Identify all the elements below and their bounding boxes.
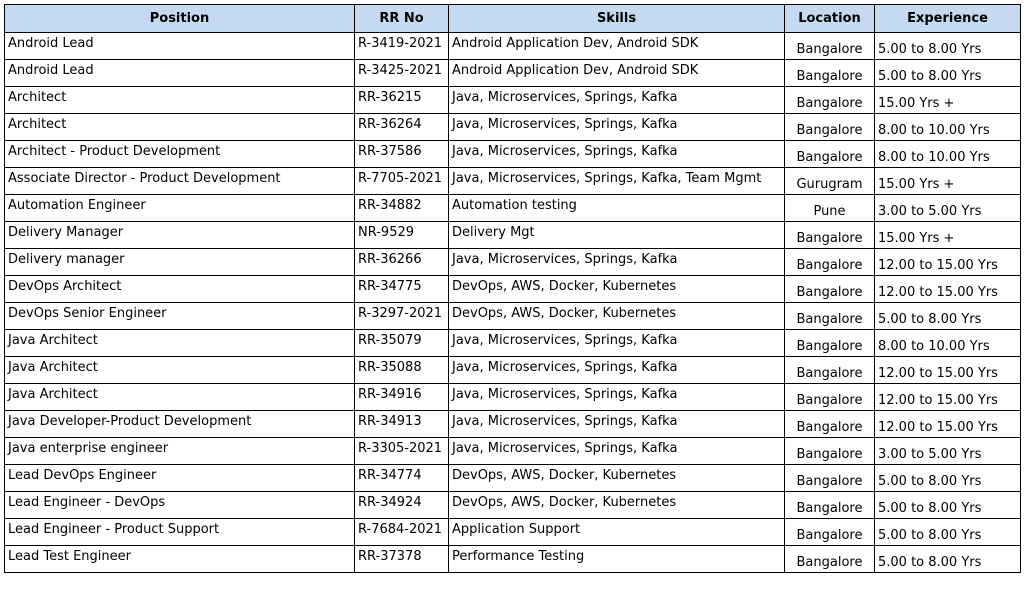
cell-skills: DevOps, AWS, Docker, Kubernetes [449,276,785,303]
table-row [5,60,1021,87]
cell-rr-no: RR-34916 [355,384,449,411]
cell-location: Pune [785,195,875,222]
cell-experience: 5.00 to 8.00 Yrs [875,60,1021,87]
cell-rr-no: RR-34913 [355,411,449,438]
cell-location: Bangalore [785,87,875,114]
cell-rr-no: RR-35079 [355,330,449,357]
table-row [5,222,1021,249]
table-row [5,114,1021,141]
cell-experience: 12.00 to 15.00 Yrs [875,357,1021,384]
cell-skills: Java, Microservices, Springs, Kafka [449,438,785,465]
table-row [5,195,1021,222]
table-row [5,276,1021,303]
cell-rr-no: R-3425-2021 [355,60,449,87]
cell-rr-no: RR-35088 [355,357,449,384]
cell-rr-no: RR-36266 [355,249,449,276]
cell-skills: DevOps, AWS, Docker, Kubernetes [449,303,785,330]
cell-position: Java Architect [5,330,355,357]
cell-rr-no: RR-37378 [355,546,449,573]
cell-location: Bangalore [785,33,875,60]
cell-rr-no: RR-34882 [355,195,449,222]
table-row [5,546,1021,573]
header-row [5,5,1021,33]
cell-rr-no: R-3305-2021 [355,438,449,465]
cell-experience: 5.00 to 8.00 Yrs [875,546,1021,573]
cell-rr-no: RR-36215 [355,87,449,114]
cell-experience: 8.00 to 10.00 Yrs [875,141,1021,168]
cell-position: Java Architect [5,357,355,384]
table-row [5,168,1021,195]
cell-position: Architect [5,87,355,114]
header-location: Location [785,5,875,33]
cell-location: Bangalore [785,357,875,384]
cell-location: Bangalore [785,411,875,438]
table-row [5,519,1021,546]
cell-skills: Java, Microservices, Springs, Kafka [449,411,785,438]
cell-rr-no: R-3297-2021 [355,303,449,330]
cell-experience: 5.00 to 8.00 Yrs [875,519,1021,546]
cell-experience: 15.00 Yrs + [875,222,1021,249]
cell-position: Java enterprise engineer [5,438,355,465]
cell-skills: DevOps, AWS, Docker, Kubernetes [449,465,785,492]
cell-experience: 8.00 to 10.00 Yrs [875,114,1021,141]
cell-location: Bangalore [785,465,875,492]
table-row [5,303,1021,330]
cell-position: DevOps Architect [5,276,355,303]
cell-skills: Java, Microservices, Springs, Kafka [449,384,785,411]
cell-skills: Application Support [449,519,785,546]
header-rr-no: RR No [355,5,449,33]
cell-experience: 8.00 to 10.00 Yrs [875,330,1021,357]
cell-experience: 12.00 to 15.00 Yrs [875,384,1021,411]
cell-rr-no: RR-36264 [355,114,449,141]
table-row [5,492,1021,519]
cell-skills: Performance Testing [449,546,785,573]
cell-position: Lead Engineer - DevOps [5,492,355,519]
cell-position: Lead Engineer - Product Support [5,519,355,546]
table-row [5,141,1021,168]
cell-position: Delivery manager [5,249,355,276]
cell-position: Architect - Product Development [5,141,355,168]
table-row [5,438,1021,465]
table-row [5,384,1021,411]
cell-experience: 15.00 Yrs + [875,87,1021,114]
cell-experience: 3.00 to 5.00 Yrs [875,195,1021,222]
cell-experience: 15.00 Yrs + [875,168,1021,195]
table-row [5,357,1021,384]
table-row [5,33,1021,60]
cell-location: Bangalore [785,438,875,465]
table-row [5,87,1021,114]
cell-position: Java Developer-Product Development [5,411,355,438]
cell-location: Bangalore [785,276,875,303]
cell-position: Associate Director - Product Development [5,168,355,195]
cell-experience: 12.00 to 15.00 Yrs [875,411,1021,438]
cell-experience: 5.00 to 8.00 Yrs [875,33,1021,60]
cell-location: Bangalore [785,141,875,168]
cell-position: Java Architect [5,384,355,411]
cell-position: Architect [5,114,355,141]
cell-position: Android Lead [5,33,355,60]
cell-rr-no: RR-34924 [355,492,449,519]
cell-skills: Android Application Dev, Android SDK [449,33,785,60]
cell-skills: Java, Microservices, Springs, Kafka [449,114,785,141]
header-skills: Skills [449,5,785,33]
cell-experience: 3.00 to 5.00 Yrs [875,438,1021,465]
cell-rr-no: NR-9529 [355,222,449,249]
cell-skills: Android Application Dev, Android SDK [449,60,785,87]
cell-experience: 12.00 to 15.00 Yrs [875,276,1021,303]
cell-location: Bangalore [785,492,875,519]
cell-experience: 5.00 to 8.00 Yrs [875,303,1021,330]
positions-table [4,4,1021,573]
table-row [5,330,1021,357]
header-position: Position [5,5,355,33]
cell-location: Bangalore [785,519,875,546]
cell-position: Lead Test Engineer [5,546,355,573]
cell-location: Bangalore [785,114,875,141]
cell-position: Lead DevOps Engineer [5,465,355,492]
table-body [5,33,1021,573]
cell-rr-no: R-7684-2021 [355,519,449,546]
cell-skills: Java, Microservices, Springs, Kafka, Team Mgmt [449,168,785,195]
table-row [5,411,1021,438]
cell-experience: 12.00 to 15.00 Yrs [875,249,1021,276]
cell-skills: Java, Microservices, Springs, Kafka [449,357,785,384]
cell-rr-no: R-7705-2021 [355,168,449,195]
cell-skills: Java, Microservices, Springs, Kafka [449,249,785,276]
cell-location: Gurugram [785,168,875,195]
cell-position: DevOps Senior Engineer [5,303,355,330]
cell-position: Android Lead [5,60,355,87]
cell-rr-no: RR-34775 [355,276,449,303]
cell-experience: 5.00 to 8.00 Yrs [875,465,1021,492]
cell-skills: Delivery Mgt [449,222,785,249]
cell-rr-no: R-3419-2021 [355,33,449,60]
cell-skills: Java, Microservices, Springs, Kafka [449,87,785,114]
cell-experience: 5.00 to 8.00 Yrs [875,492,1021,519]
cell-location: Bangalore [785,384,875,411]
cell-location: Bangalore [785,60,875,87]
cell-location: Bangalore [785,249,875,276]
table-row [5,249,1021,276]
cell-skills: Java, Microservices, Springs, Kafka [449,141,785,168]
cell-position: Delivery Manager [5,222,355,249]
header-experience: Experience [875,5,1021,33]
cell-skills: Automation testing [449,195,785,222]
table-row [5,465,1021,492]
cell-location: Bangalore [785,222,875,249]
cell-location: Bangalore [785,546,875,573]
cell-position: Automation Engineer [5,195,355,222]
cell-location: Bangalore [785,330,875,357]
cell-rr-no: RR-34774 [355,465,449,492]
cell-location: Bangalore [785,303,875,330]
cell-rr-no: RR-37586 [355,141,449,168]
cell-skills: Java, Microservices, Springs, Kafka [449,330,785,357]
cell-skills: DevOps, AWS, Docker, Kubernetes [449,492,785,519]
